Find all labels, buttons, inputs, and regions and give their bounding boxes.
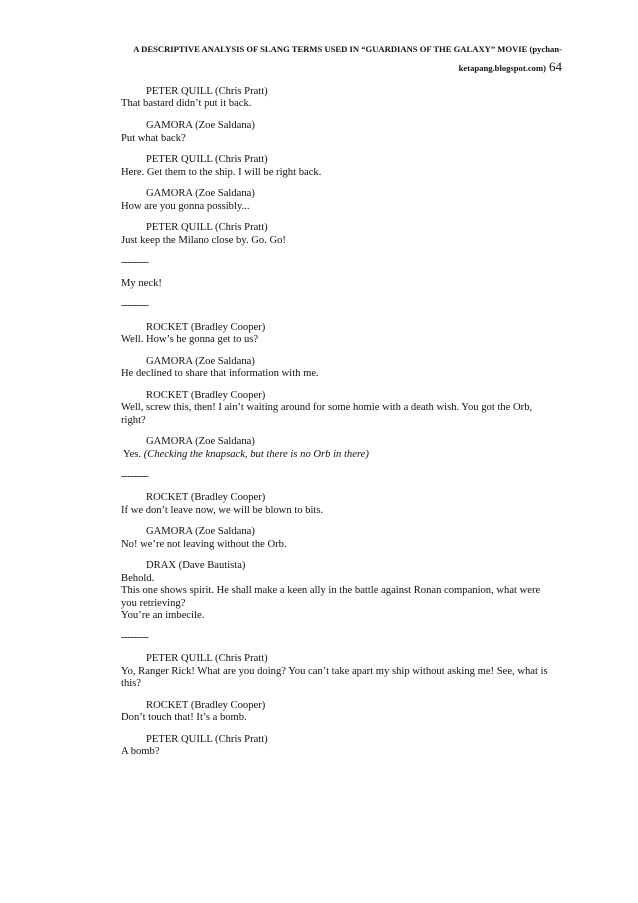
speaker-name: ROCKET (Bradley Cooper) [146,389,266,401]
speaker-name: GAMORA (Zoe Saldana) [146,436,255,448]
dialogue-block [121,188,561,213]
stage-direction: (Checking the knapsack, but there is no Orb in there) [143,448,369,460]
dialogue-block [121,322,561,347]
dialogue-block [121,436,561,461]
dialogue-block [121,526,561,551]
dialogue-line: this? [121,678,142,690]
speaker-name: PETER QUILL (Chris Pratt) [146,222,268,234]
dialogue-line: That bastard didn’t put it back. [121,98,252,110]
dialogue-line: If we don’t leave now, we will be blown to bits. [121,504,324,516]
speaker-name: PETER QUILL (Chris Pratt) [146,86,268,97]
dialogue-line: Well, screw this, then! I ain’t waiting around for some homie with a death wish. You got the Orb, [121,402,533,414]
dialogue-line: He declined to share that information with me. [121,368,319,380]
dialogue-line: Put what back? [121,132,186,144]
scene-separator: --------- [121,256,149,268]
speaker-name: GAMORA (Zoe Saldana) [146,188,255,200]
dialogue-block [121,734,561,759]
dialogue-line: Behold. [121,572,155,584]
running-header [102,40,562,77]
dialogue-line [121,449,561,461]
dialogue-block [121,700,561,725]
dialogue-line: How are you gonna possibly... [121,200,250,212]
dialogue-line: Just keep the Milano close by. Go. Go! [121,234,286,246]
dialogue-line: Well. How’s he gonna get to us? [121,334,259,346]
dialogue-line: My neck! [121,278,162,290]
dialogue-line: Yo, Ranger Rick! What are you doing? You can’t take apart my ship without asking me! See, what is [121,665,548,677]
speaker-name: ROCKET (Bradley Cooper) [146,321,266,333]
speaker-name: GAMORA (Zoe Saldana) [146,120,255,132]
page-number: 64 [549,59,562,74]
dialogue-block [121,492,561,517]
speaker-name: DRAX (Dave Bautista) [146,560,246,572]
speaker-name: ROCKET (Bradley Cooper) [146,492,266,504]
speaker-name: PETER QUILL (Chris Pratt) [146,653,268,665]
dialogue-block [121,86,561,111]
dialogue-block [121,154,561,179]
dialogue-block [121,356,561,381]
scene-separator: --------- [121,631,149,643]
speaker-name: GAMORA (Zoe Saldana) [146,526,255,538]
dialogue-line: A bomb? [121,746,160,758]
dialogue-text: Yes. [123,448,142,460]
dialogue-line: You’re an imbecile. [121,610,205,622]
dialogue-line: Here. Get them to the ship. I will be right back. [121,166,322,178]
dialogue-block [121,120,561,145]
speaker-name: ROCKET (Bradley Cooper) [146,699,266,711]
dialogue-line: Don’t touch that! It’s a bomb. [121,712,247,724]
speaker-name: PETER QUILL (Chris Pratt) [146,734,268,746]
scene-separator: --------- [121,470,149,482]
header-line-2 [102,58,562,77]
speaker-name: GAMORA (Zoe Saldana) [146,355,255,367]
dialogue-block [121,222,561,247]
dialogue-line: No! we’re not leaving without the Orb. [121,538,287,550]
dialogue-block [121,390,561,427]
speaker-name: PETER QUILL (Chris Pratt) [146,154,268,166]
header-line-1: A DESCRIPTIVE ANALYSIS OF SLANG TERMS USED IN “GUARDIANS OF THE GALAXY” MOVIE (pychan- [133,44,562,54]
header-source: ketapang.blogspot.com) [458,63,546,73]
dialogue-line: you retrieving? [121,597,186,609]
dialogue-block [121,560,561,622]
dialogue-line: right? [121,414,146,426]
script-body [121,86,561,768]
dialogue-block [121,653,561,690]
dialogue-line: This one shows spirit. He shall make a keen ally in the battle against Ronan companion, what were [121,585,541,597]
scene-separator: --------- [121,299,149,311]
